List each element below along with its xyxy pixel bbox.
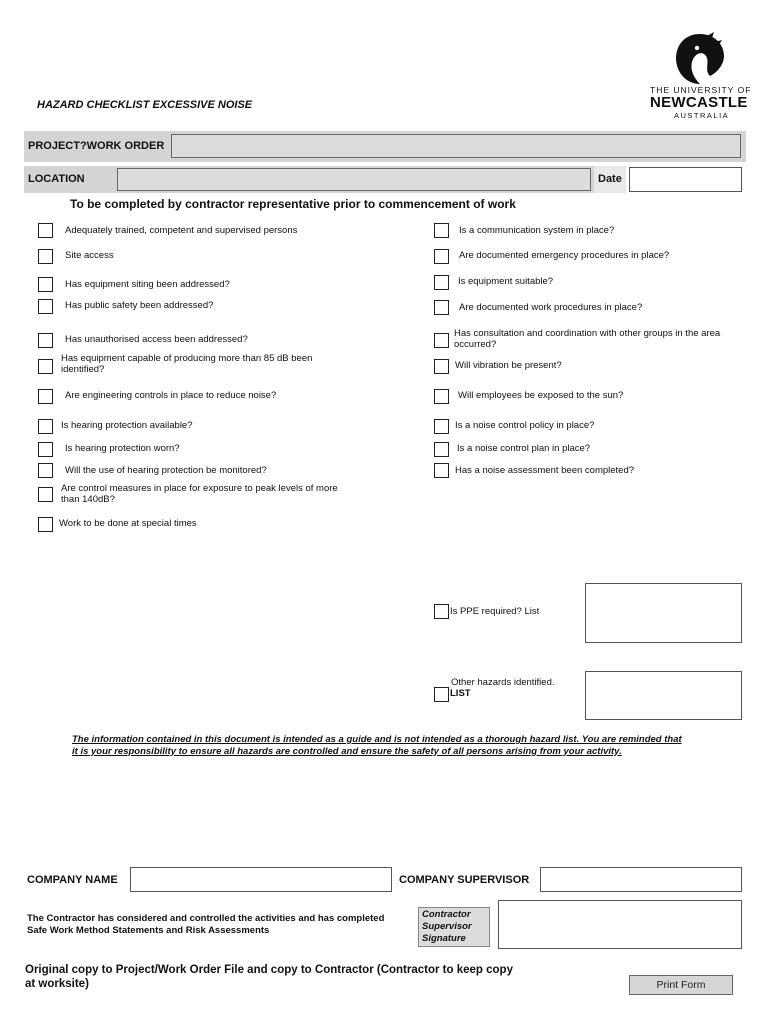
logo-line1: THE UNIVERSITY OF	[650, 85, 752, 95]
right-checkbox-4[interactable]	[434, 300, 449, 315]
signature-label-line1: Contractor	[422, 909, 471, 920]
right-question-8: Is a noise control policy in place?	[455, 420, 595, 431]
left-question-1: Adequately trained, competent and supervised persons	[65, 225, 298, 236]
seahorse-crest-icon	[670, 30, 730, 88]
left-checkbox-12[interactable]	[38, 517, 53, 532]
signature-label-line2: Supervisor	[422, 921, 472, 932]
instruction-text: To be completed by contractor representative prior to commencement of work	[70, 197, 516, 211]
signature-input[interactable]	[498, 900, 742, 949]
right-checkbox-10[interactable]	[434, 463, 449, 478]
left-checkbox-7[interactable]	[38, 389, 53, 404]
left-checkbox-2[interactable]	[38, 249, 53, 264]
ppe-list-input[interactable]	[585, 583, 742, 643]
left-checkbox-3[interactable]	[38, 277, 53, 292]
left-question-10: Will the use of hearing protection be monitored?	[65, 465, 267, 476]
right-checkbox-8[interactable]	[434, 419, 449, 434]
right-checkbox-6[interactable]	[434, 359, 449, 374]
project-input[interactable]	[171, 134, 741, 158]
other-hazards-input[interactable]	[585, 671, 742, 720]
left-question-9: Is hearing protection worn?	[65, 443, 180, 454]
left-question-2: Site access	[65, 250, 114, 261]
right-question-2: Are documented emergency procedures in place?	[459, 250, 670, 261]
left-checkbox-11[interactable]	[38, 487, 53, 502]
right-question-10: Has a noise assessment been completed?	[455, 465, 635, 476]
print-form-label: Print Form	[656, 979, 706, 991]
university-logo	[640, 30, 755, 120]
right-checkbox-5[interactable]	[434, 333, 449, 348]
footer-line2: at worksite)	[25, 978, 89, 990]
left-checkbox-6[interactable]	[38, 359, 53, 374]
right-checkbox-7[interactable]	[434, 389, 449, 404]
print-form-button[interactable]	[629, 975, 733, 995]
ppe-checkbox[interactable]	[434, 604, 449, 619]
left-question-8: Is hearing protection available?	[61, 420, 193, 431]
logo-line2: NEWCASTLE	[650, 94, 748, 111]
left-checkbox-10[interactable]	[38, 463, 53, 478]
location-input[interactable]	[117, 168, 591, 191]
left-checkbox-5[interactable]	[38, 333, 53, 348]
company-name-input[interactable]	[130, 867, 392, 892]
left-checkbox-9[interactable]	[38, 442, 53, 457]
right-question-7: Will employees be exposed to the sun?	[458, 390, 624, 401]
other-hazards-label: Other hazards identified.	[451, 677, 555, 688]
left-question-6: Has equipment capable of producing more than 85 dB been identified?	[61, 353, 313, 375]
date-input[interactable]	[629, 167, 742, 192]
left-checkbox-1[interactable]	[38, 223, 53, 238]
right-question-4: Are documented work procedures in place?	[459, 302, 643, 313]
right-checkbox-9[interactable]	[434, 442, 449, 457]
left-question-5: Has unauthorised access been addressed?	[65, 334, 248, 345]
right-question-5: Has consultation and coordination with other groups in the area occurred?	[454, 328, 721, 350]
left-question-12: Work to be done at special times	[59, 518, 197, 529]
company-supervisor-label: COMPANY SUPERVISOR	[399, 874, 530, 886]
location-label: LOCATION	[28, 173, 85, 185]
signature-label-line3: Signature	[422, 933, 466, 944]
left-question-11: Are control measures in place for exposure to peak levels of more than 140dB?	[61, 483, 338, 505]
right-question-1: Is a communication system in place?	[459, 225, 615, 236]
date-label: Date	[598, 173, 622, 185]
ppe-label: Is PPE required? List	[450, 606, 540, 617]
right-question-9: Is a noise control plan in place?	[457, 443, 591, 454]
company-supervisor-input[interactable]	[540, 867, 742, 892]
footer-line1: Original copy to Project/Work Order File and copy to Contractor (Contractor to keep copy	[25, 964, 513, 976]
right-checkbox-1[interactable]	[434, 223, 449, 238]
project-label: PROJECT?WORK ORDER	[28, 140, 165, 152]
declaration-line2: Safe Work Method Statements and Risk Assessments	[27, 925, 270, 936]
right-checkbox-2[interactable]	[434, 249, 449, 264]
declaration-line1: The Contractor has considered and controlled the activities and has completed	[27, 913, 385, 924]
left-question-3: Has equipment siting been addressed?	[65, 279, 230, 290]
left-question-4: Has public safety been addressed?	[65, 300, 214, 311]
other-hazards-checkbox[interactable]	[434, 687, 449, 702]
right-question-6: Will vibration be present?	[455, 360, 562, 371]
left-checkbox-8[interactable]	[38, 419, 53, 434]
page-title: HAZARD CHECKLIST EXCESSIVE NOISE	[37, 99, 253, 111]
other-hazards-list-label: LIST	[450, 688, 471, 699]
left-question-7: Are engineering controls in place to reduce noise?	[65, 390, 277, 401]
right-checkbox-3[interactable]	[434, 275, 449, 290]
logo-line3: AUSTRALIA	[674, 111, 730, 120]
company-name-label: COMPANY NAME	[27, 874, 118, 886]
right-question-3: Is equipment suitable?	[458, 276, 554, 287]
disclaimer-text: The information contained in this document is intended as a guide and is not intended as a thorough hazard list. You are reminded that it is your responsibility to ensure all hazards are controlled and ensure the safety of all persons arising from your activity.	[72, 734, 682, 757]
left-checkbox-4[interactable]	[38, 299, 53, 314]
